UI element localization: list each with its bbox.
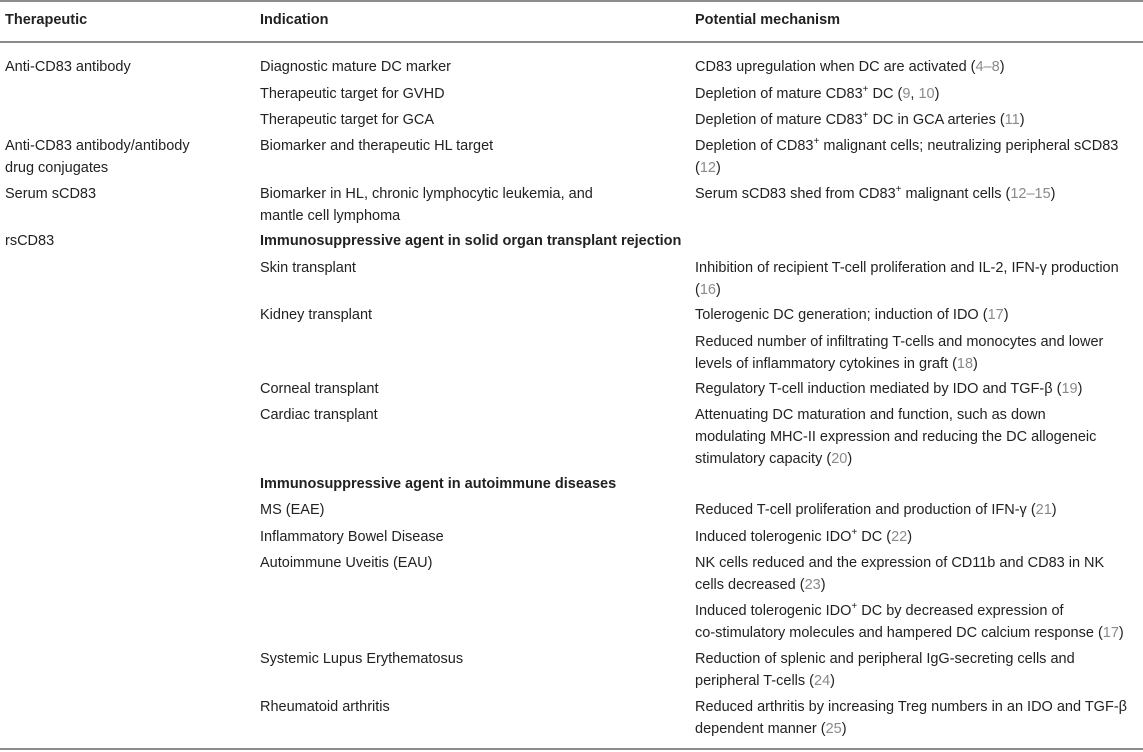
therapeutic-cell: Anti-CD83 antibody/antibody drug conjugates	[5, 138, 190, 176]
header-mechanism: Potential mechanism	[695, 12, 841, 28]
mechanism-cell: Inhibition of recipient T-cell proliferation and IL-2, IFN-γ production (16)	[695, 260, 1119, 298]
section-heading: Immunosuppressive agent in autoimmune diseases	[260, 476, 617, 492]
indication-cell: MS (EAE)	[260, 502, 325, 518]
section-heading: Immunosuppressive agent in solid organ transplant rejection	[260, 233, 682, 249]
indication-cell: Therapeutic target for GVHD	[260, 86, 445, 102]
mechanism-cell: Reduction of splenic and peripheral IgG-secreting cells and peripheral T-cells (24)	[695, 651, 1075, 689]
indication-cell: Biomarker in HL, chronic lymphocytic leukemia, and mantle cell lymphoma	[260, 186, 593, 224]
indication-cell: Skin transplant	[260, 260, 356, 276]
mechanism-cell: CD83 upregulation when DC are activated (4–8)	[695, 59, 1005, 75]
mechanism-cell: Tolerogenic DC generation; induction of IDO (17)	[695, 307, 1009, 323]
mechanism-cell: Reduced T-cell proliferation and production of IFN-γ (21)	[695, 502, 1057, 518]
mechanism-cell: Depletion of CD83+ malignant cells; neutralizing peripheral sCD83 (12)	[695, 136, 1119, 176]
indication-cell: Inflammatory Bowel Disease	[260, 529, 444, 545]
mechanism-cell: Attenuating DC maturation and function, such as down modulating MHC-II expression and reducing the DC allogeneic stimulatory capacity (20)	[695, 407, 1097, 467]
table-top-rule	[0, 0, 1143, 2]
header-therapeutic: Therapeutic	[5, 12, 88, 28]
indication-cell: Diagnostic mature DC marker	[260, 59, 451, 75]
header-indication: Indication	[260, 12, 329, 28]
mechanism-cell: Depletion of mature CD83+ DC (9, 10)	[695, 84, 940, 102]
mechanism-cell: NK cells reduced and the expression of CD11b and CD83 in NK cells decreased (23)	[695, 555, 1105, 593]
indication-cell: Autoimmune Uveitis (EAU)	[260, 555, 433, 571]
therapeutic-cell: Serum sCD83	[5, 186, 97, 202]
mechanism-cell: Reduced number of infiltrating T-cells and monocytes and lower levels of inflammatory cytokines in graft (18)	[695, 334, 1104, 372]
indication-cell: Biomarker and therapeutic HL target	[260, 138, 494, 154]
mechanism-cell: Reduced arthritis by increasing Treg numbers in an IDO and TGF-β dependent manner (25)	[695, 699, 1127, 737]
mechanism-cell: Induced tolerogenic IDO+ DC by decreased expression of co-stimulatory molecules and hampered DC calcium response (17)	[695, 601, 1124, 641]
table-bottom-rule	[0, 748, 1143, 750]
indication-cell: Kidney transplant	[260, 307, 373, 323]
indication-cell: Systemic Lupus Erythematosus	[260, 651, 464, 667]
therapeutic-cell: rsCD83	[5, 233, 55, 249]
indication-cell: Rheumatoid arthritis	[260, 699, 390, 715]
mechanism-cell: Depletion of mature CD83+ DC in GCA arteries (11)	[695, 110, 1025, 128]
indication-cell: Cardiac transplant	[260, 407, 378, 423]
header-rule	[0, 41, 1143, 43]
mechanism-cell: Induced tolerogenic IDO+ DC (22)	[695, 527, 913, 545]
indication-cell: Corneal transplant	[260, 381, 379, 397]
therapeutic-cell: Anti-CD83 antibody	[5, 59, 131, 75]
mechanism-cell: Serum sCD83 shed from CD83+ malignant cells (12–15)	[695, 184, 1056, 202]
mechanism-cell: Regulatory T-cell induction mediated by IDO and TGF-β (19)	[695, 381, 1083, 397]
indication-cell: Therapeutic target for GCA	[260, 112, 435, 128]
